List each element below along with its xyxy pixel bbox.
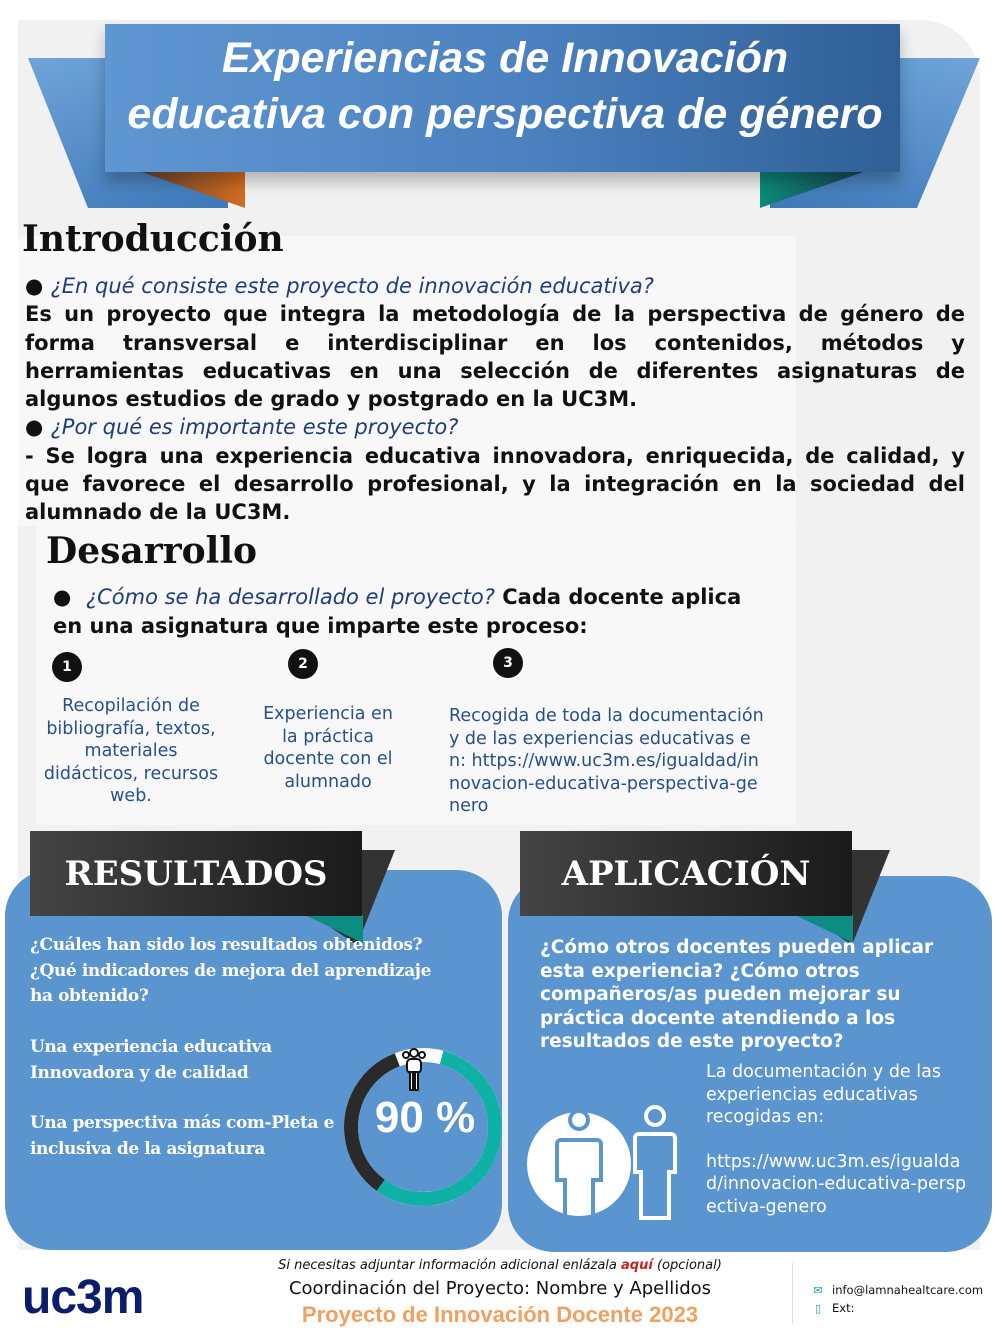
footer-note [200,1258,800,1273]
intro-text [25,272,965,527]
results-item-1: Una experiencia educativa Innovadora y de calidad [30,1037,272,1083]
contact-email-text: info@lamnahealtcare.com [832,1283,984,1297]
bullet: ● [25,415,51,440]
bullet: ● [53,585,86,609]
footer-note-link[interactable]: aquí [621,1258,653,1273]
footer-note-suffix: (opcional) [652,1258,722,1273]
footer-divider [792,1263,793,1323]
project-year: Proyecto de Innovación Docente 2023 [301,1302,699,1327]
step-3-number: 3 [493,648,523,678]
results-tab: RESULTADOS [30,831,362,916]
uc3m-logo: uc3m [22,1271,144,1324]
application-tab: APLICACIÓN [520,831,852,916]
footer-coordination [200,1278,800,1299]
step-2-text: Experiencia en la práctica docente con el alumnado [263,704,393,792]
coordination-label: Coordinación del Proyecto: [288,1278,531,1299]
application-doc [706,1061,976,1218]
application-doc-text: La documentación y de las experiencias educativas recogidas en: [706,1062,941,1127]
person-small-icon [635,1107,675,1218]
contact-ext [812,1301,854,1315]
page-title-line2: educativa con perspectiva de género [127,90,883,138]
development-answer: Cada docente aplica en una asignatura que imparte este proceso: [53,585,742,638]
person-icon [403,1049,425,1090]
footer-note-prefix: Si necesitas adjuntar información adicional enlázala [278,1258,622,1273]
coordination-value: Nombre y Apellidos [535,1278,712,1299]
contact-email[interactable] [812,1283,983,1297]
application-questions: ¿Cómo otros docentes pueden aplicar esta experiencia? ¿Cómo otros compañeros/as pueden mejorar su práctica docente atendiendo a los resultados de este proyecto? [540,937,934,1052]
intro-question-2: ¿Por qué es importante este proyecto? [50,415,459,440]
intro-answer-1: Es un proyecto que integra la metodología de la perspectiva de género de forma transversal e interdisciplinar en los contenidos, métodos y herramientas educativas en una selección de diferentes asignaturas de algunos estudios de grado y postgrado en la UC3M. [25,302,965,412]
page-title-line1: Experiencias de Innovación [221,34,789,82]
step-3-text: Recogida de toda la documentación y de las experiencias educativas en: https://www.uc3m.es/igualdad/innovacion-educativa-perspectiva-genero [449,706,764,816]
development-heading: Desarrollo [46,530,258,572]
development-text [53,583,773,641]
gauge-value: 90 % [374,1093,476,1142]
people-icon [527,1098,687,1228]
bullet: ● [25,274,51,298]
development-question: ¿Cómo se ha desarrollado el proyecto? [85,585,495,609]
results-questions: ¿Cuáles han sido los resultados obtenidos? ¿Qué indicadores de mejora del aprendizaje ha obtenido? [30,935,431,1006]
email-icon: ✉ [813,1283,823,1297]
step-2-number: 2 [288,649,318,679]
page-title [40,30,970,142]
intro-question-1: ¿En qué consiste este proyecto de innovación educativa? [50,274,654,298]
phone-icon: ▯ [814,1301,822,1315]
results-item-2: Una perspectiva más com-Pleta e inclusiva de la asignatura [30,1113,335,1159]
step-1-text: Recopilación de bibliografía, textos, materiales didácticos, recursos web. [43,696,219,806]
intro-heading: Introducción [22,218,284,260]
step-1-number: 1 [52,652,82,682]
contact-ext-label: Ext: [832,1301,855,1315]
intro-answer-2: - Se logra una experiencia educativa innovadora, enriquecida, de calidad, y que favorece el desarrollo profesional, y la integración en la sociedad del alumnado de la UC3M. [25,443,965,525]
application-doc-link[interactable]: https://www.uc3m.es/igualdad/innovacion-educativa-perspectiva-genero [706,1151,967,1217]
